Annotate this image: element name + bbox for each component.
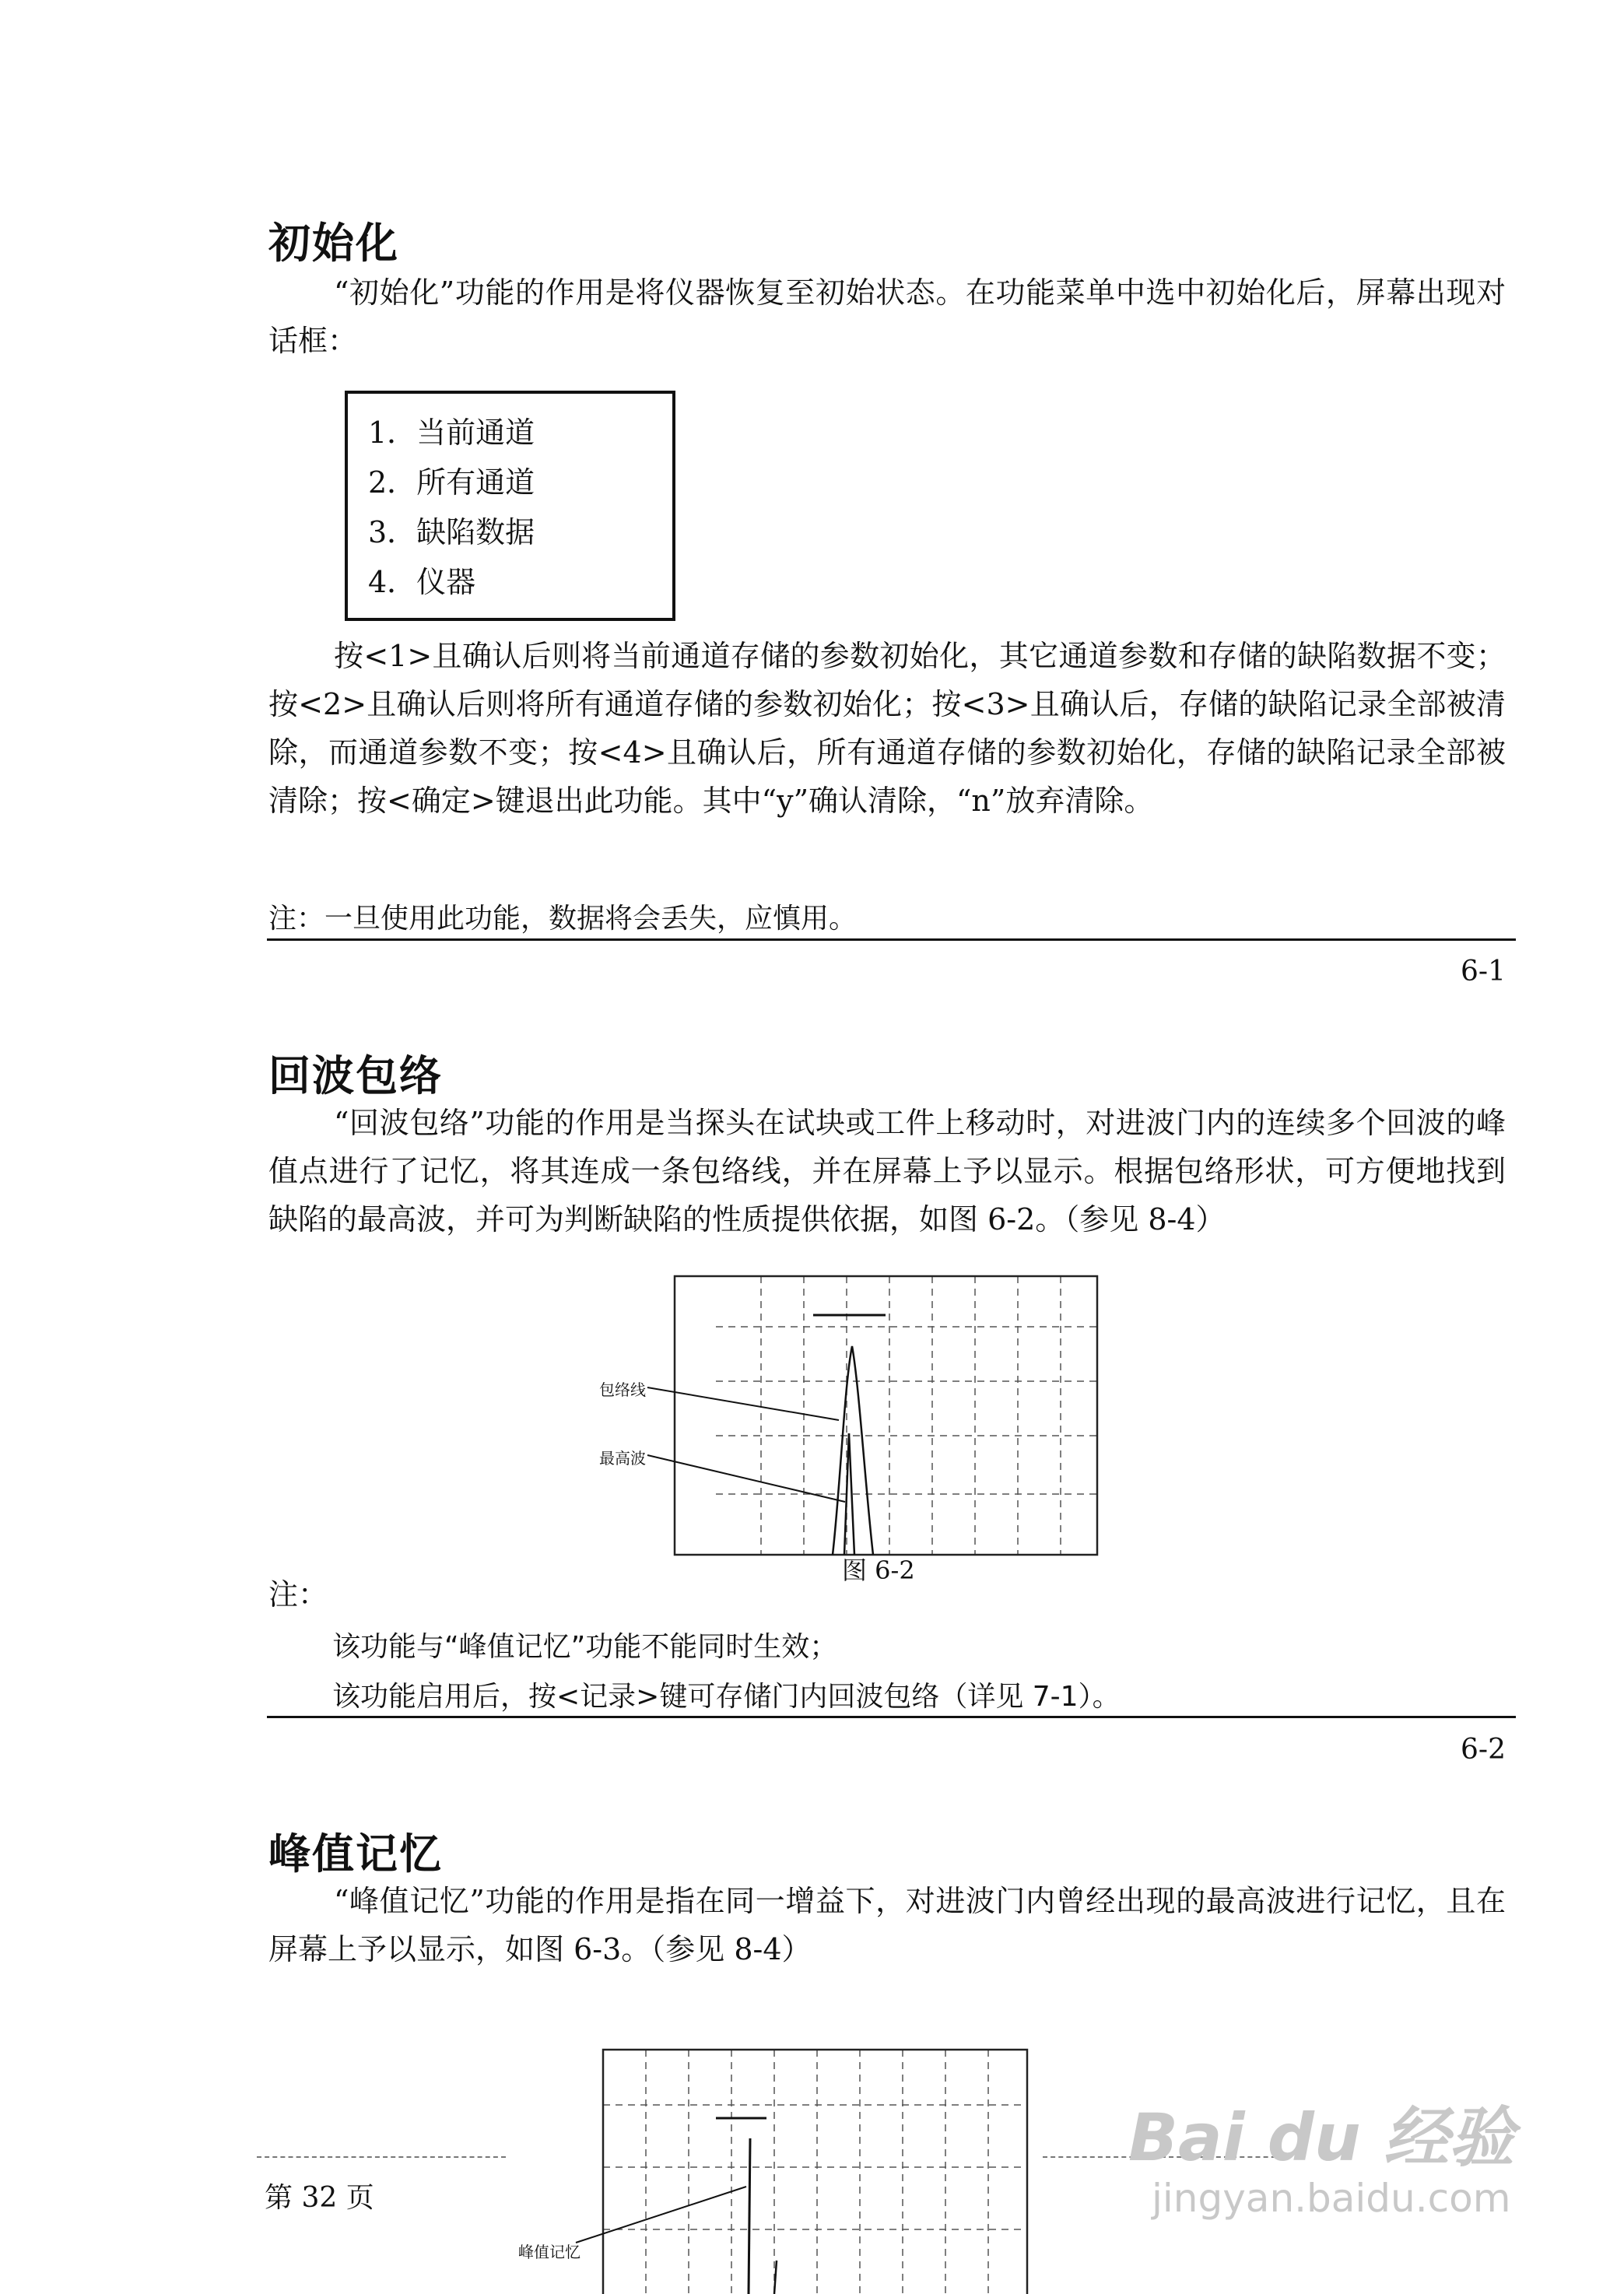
figure-label-envelope: 包络线 bbox=[599, 1380, 646, 1399]
envelope-note-title: 注： bbox=[268, 1577, 328, 1612]
footer-rule-left bbox=[257, 2156, 506, 2158]
dialog-item-instrument: 4．仪器 bbox=[368, 565, 476, 599]
section-title-envelope: 回波包络 bbox=[268, 1051, 443, 1100]
init-note: 注：一旦使用此功能，数据将会丢失，应慎用。 bbox=[268, 903, 858, 935]
section-title-init: 初始化 bbox=[268, 219, 399, 268]
section-page-code: 6-1 bbox=[1461, 956, 1506, 987]
init-dialog bbox=[345, 391, 675, 621]
envelope-note-2: 该功能启用后，按<记录>键可存储门内回波包络（详见 7-1）。 bbox=[332, 1681, 1121, 1713]
dialog-item-defect-data: 3．缺陷数据 bbox=[368, 515, 535, 549]
section-divider bbox=[267, 938, 1516, 941]
envelope-figure bbox=[560, 1268, 1105, 1564]
figure-label-max-echo: 最高波 bbox=[599, 1449, 646, 1468]
dialog-item-all-channels: 2．所有通道 bbox=[368, 465, 535, 500]
watermark-url: jingyan.baidu.com bbox=[1152, 2176, 1511, 2221]
footer-page-number: 第 32 页 bbox=[265, 2182, 374, 2214]
watermark-logo: Bai du 经验 bbox=[1128, 2099, 1514, 2176]
figure-caption: 图 6-2 bbox=[842, 1556, 915, 1585]
envelope-intro: “回波包络”功能的作用是当探头在试块或工件上移动时，对进波门内的连续多个回波的峰值点进行了记忆，将其连成一条包络线，并在屏幕上予以显示。根据包络形状，可方便地找到缺陷的最高波，并可为判断缺陷的性质提供依据，如图 6-2。（参见 8-4） bbox=[268, 1106, 1506, 1236]
figure-label-peak-memory: 峰值记忆 bbox=[518, 2243, 581, 2261]
section-page-code: 6-2 bbox=[1461, 1734, 1506, 1766]
init-intro: “初始化”功能的作用是将仪器恢复至初始状态。在功能菜单中选中初始化后，屏幕出现对话框： bbox=[268, 275, 1506, 358]
peak-intro: “峰值记忆”功能的作用是指在同一增益下，对进波门内曾经出现的最高波进行记忆，且在屏幕上予以显示，如图 6-3。（参见 8-4） bbox=[268, 1884, 1506, 1966]
init-body: 按<1>且确认后则将当前通道存储的参数初始化，其它通道参数和存储的缺陷数据不变；按<2>且确认后则将所有通道存储的参数初始化；按<3>且确认后，存储的缺陷记录全部被清除，而通道参数不变；按<4>且确认后，所有通道存储的参数初始化，存储的缺陷记录全部被清除；按<确定>键退出此功能。其中“y”确认清除，“n”放弃清除。 bbox=[268, 639, 1506, 818]
section-title-peak: 峰值记忆 bbox=[268, 1829, 443, 1878]
envelope-note-1: 该功能与“峰值记忆”功能不能同时生效； bbox=[332, 1631, 838, 1663]
peak-memory-line bbox=[749, 2138, 750, 2294]
section-divider bbox=[267, 1716, 1516, 1718]
peak-figure bbox=[506, 2039, 1113, 2294]
dialog-item-current-channel: 1．当前通道 bbox=[368, 416, 535, 450]
